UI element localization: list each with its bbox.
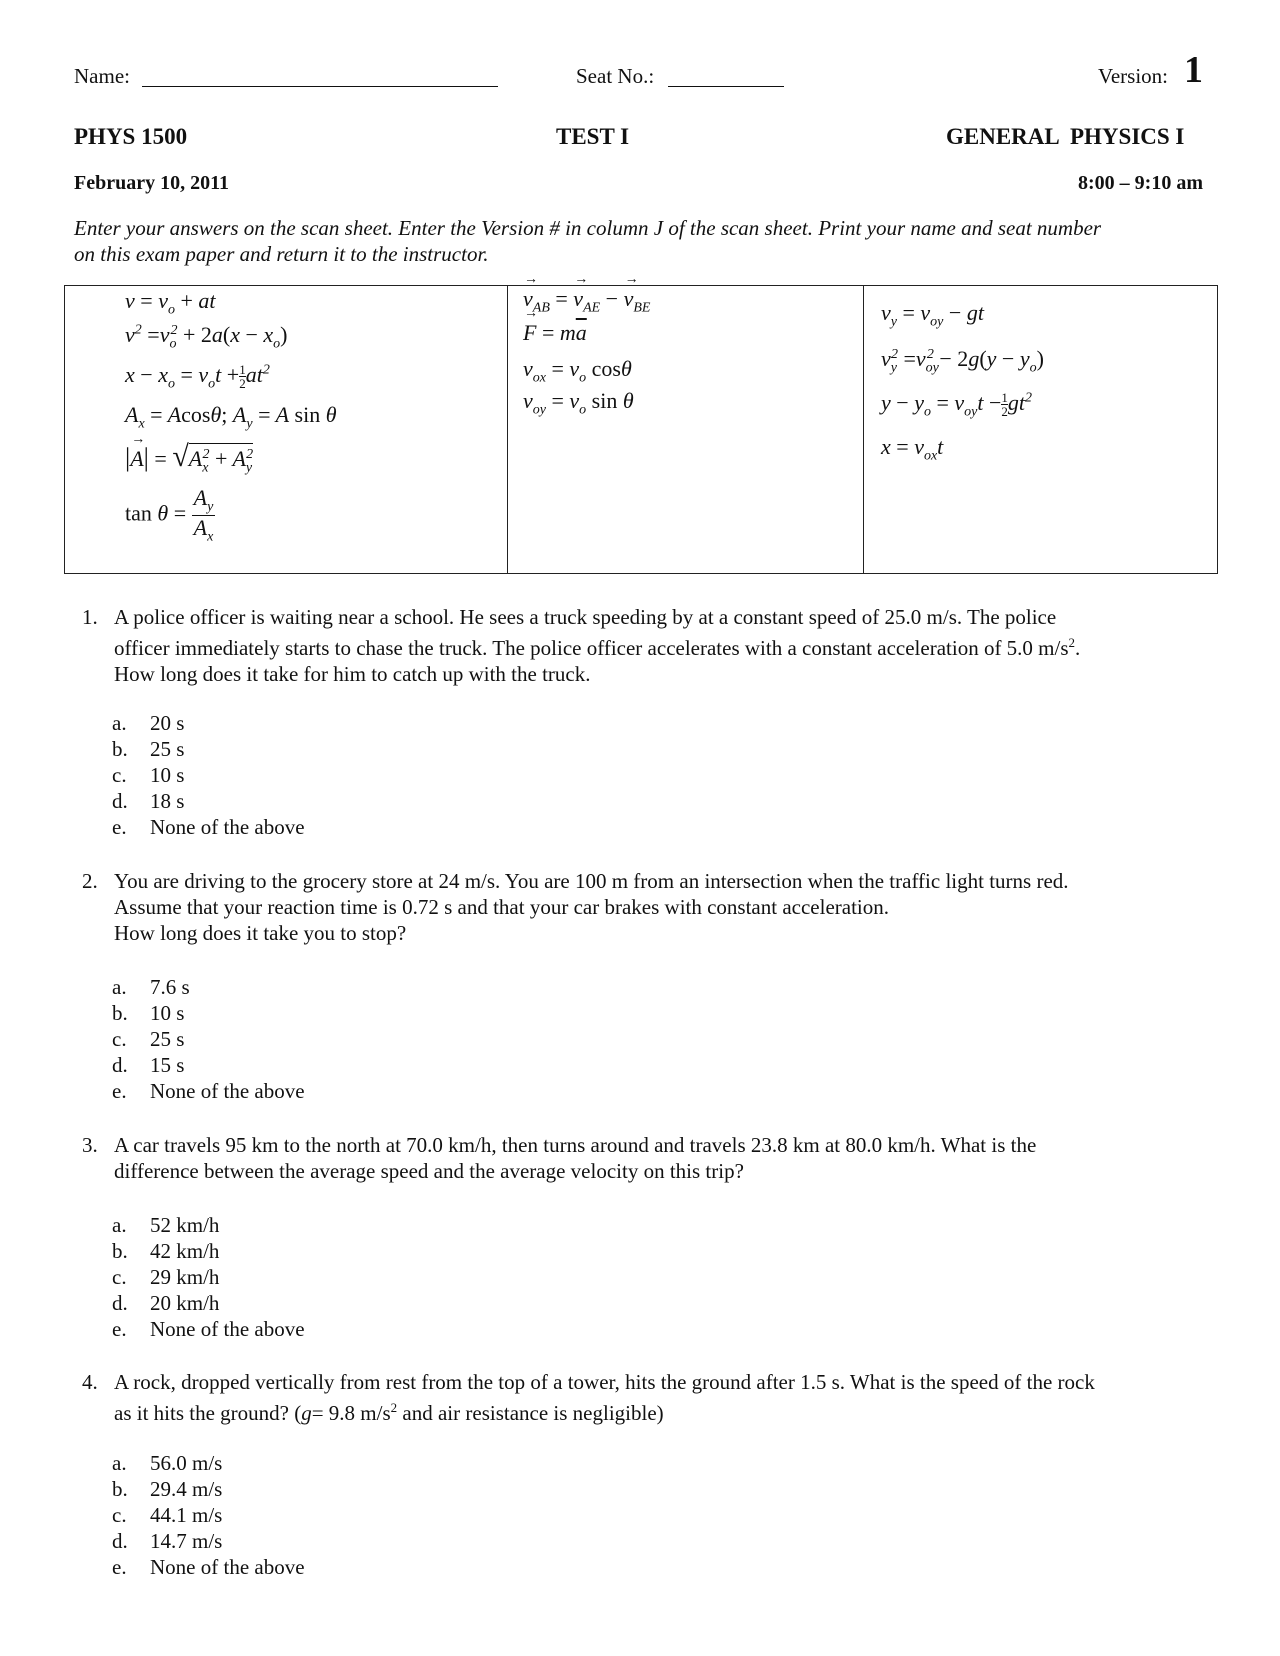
- formula-vertical-velocity: $v_y = v_{oy}$ − gt: [881, 300, 984, 330]
- test-title: TEST I: [556, 124, 630, 149]
- question-text-line: Assume that your reaction time is 0.72 s and that your car brakes with constant acceleration.: [114, 895, 890, 919]
- formula-column-divider: [863, 286, 864, 573]
- question-text-line: You are driving to the grocery store at 24 m/s. You are 100 m from an intersection when the traffic light turns red.: [114, 869, 1069, 893]
- formula-voy: $v_{oy} = v_o$ sin θ: [523, 388, 634, 418]
- exam-time: 8:00 – 9:10 am: [1078, 172, 1203, 194]
- answer-option[interactable]: b. 25 s: [112, 737, 185, 761]
- question-text-line: officer immediately starts to chase the truck. The police officer accelerates with a constant acceleration of 5.0 $m/s^2$.: [114, 635, 1081, 660]
- answer-option[interactable]: d. 15 s: [112, 1053, 185, 1077]
- question-number: 3.: [82, 1133, 98, 1157]
- answer-option[interactable]: b. 42 km/h: [112, 1239, 220, 1263]
- answer-option[interactable]: e. None of the above: [112, 1317, 305, 1341]
- question-number: 1.: [82, 605, 98, 629]
- answer-option[interactable]: d. 14.7 m/s: [112, 1529, 223, 1553]
- formula-tangent: tan θ = $\frac{A_y}{A_x}$: [125, 485, 214, 545]
- formula-column-divider: [507, 286, 508, 573]
- formula-horizontal-displacement: $x = v_{ox}t$: [881, 434, 944, 464]
- question-text-line: difference between the average speed and the average velocity on this trip?: [114, 1159, 744, 1183]
- answer-option[interactable]: b. 29.4 m/s: [112, 1477, 223, 1501]
- instructions-line-2: on this exam paper and return it to the instructor.: [74, 242, 489, 266]
- question-text-line: as it hits the ground? (g= 9.8 $m/s^2$ and air resistance is negligible): [114, 1400, 664, 1425]
- answer-option[interactable]: a. 7.6 s: [112, 975, 190, 999]
- formula-sheet: [64, 285, 1218, 574]
- answer-option[interactable]: d. 20 km/h: [112, 1291, 220, 1315]
- formula-vector-magnitude: |→ $A| = √A_x^2 + A_y^2$: [125, 440, 253, 476]
- answer-option[interactable]: c. 44.1 m/s: [112, 1503, 223, 1527]
- subject-title: GENERAL PHYSICS I: [946, 124, 1185, 149]
- instructions-line-1: Enter your answers on the scan sheet. Enter the Version # in column J of the scan sheet. Print your name and seat number: [74, 216, 1102, 240]
- answer-option[interactable]: c. 29 km/h: [112, 1265, 220, 1289]
- answer-option[interactable]: b. 10 s: [112, 1001, 185, 1025]
- course-code: PHYS 1500: [74, 124, 188, 149]
- question-text-line: How long does it take for him to catch up with the truck.: [114, 662, 591, 686]
- formula-velocity: $v = v_o$ + at: [125, 288, 216, 318]
- version-label: Version:: [1098, 64, 1168, 88]
- formula-vox: $v_{ox} = v_o$ cosθ: [523, 356, 632, 386]
- question-text-line: How long does it take you to stop?: [114, 921, 407, 945]
- question-1: [82, 604, 1222, 687]
- seat-label: Seat No.:: [576, 64, 655, 88]
- formula-vertical-velocity-squared: $v_y^2 =v_{oy}^2 - 2g(y - y_o)$: [881, 346, 1044, 376]
- answer-option[interactable]: e. None of the above: [112, 815, 305, 839]
- answer-option[interactable]: c. 10 s: [112, 763, 185, 787]
- answer-option[interactable]: a. 52 km/h: [112, 1213, 220, 1237]
- question-3: [82, 1132, 1222, 1184]
- formula-vertical-displacement: $y - y_o = v_{oy}t$ − $\frac{1}{2}$ $gt^2$: [881, 390, 1033, 420]
- answer-option[interactable]: d. 18 s: [112, 789, 185, 813]
- seat-field[interactable]: [668, 86, 784, 87]
- answer-option[interactable]: c. 25 s: [112, 1027, 185, 1051]
- formula-vector-components: $A_x = Acos\theta$; $A_y = A$ sin θ: [125, 402, 337, 432]
- formula-displacement: $x - x_o = v_ot$ + $\frac{1}{2}$ $at^2$: [125, 362, 270, 392]
- question-2: [82, 868, 1222, 946]
- question-text-line: A police officer is waiting near a school. He sees a truck speeding by at a constant speed of 25.0 m/s. The police: [114, 605, 1057, 629]
- exam-date: February 10, 2011: [74, 172, 229, 194]
- question-4: [82, 1369, 1222, 1426]
- name-label: Name:: [74, 64, 130, 88]
- formula-relative-velocity: → $v_{AB}$ = → $v_{AE}$ − → $v_{BE}$: [523, 286, 650, 316]
- formula-velocity-squared: $v^2 =v_o^2 + 2a(x - x_o)$: [125, 322, 288, 352]
- version-number: 1: [1184, 49, 1203, 91]
- question-number: 4.: [82, 1370, 98, 1394]
- question-number: 2.: [82, 869, 98, 893]
- formula-newton-second-law: → $F = m\overline{a}$: [523, 320, 587, 346]
- answer-option[interactable]: e. None of the above: [112, 1079, 305, 1103]
- question-text-line: A car travels 95 km to the north at 70.0 km/h, then turns around and travels 23.8 km at 80.0 km/h. What is the: [114, 1133, 1037, 1157]
- name-field[interactable]: [142, 86, 498, 87]
- question-text-line: A rock, dropped vertically from rest from the top of a tower, hits the ground after 1.5 s. What is the speed of the rock: [114, 1370, 1095, 1394]
- answer-option[interactable]: a. 20 s: [112, 711, 185, 735]
- answer-option[interactable]: a. 56.0 m/s: [112, 1451, 223, 1475]
- answer-option[interactable]: e. None of the above: [112, 1555, 305, 1579]
